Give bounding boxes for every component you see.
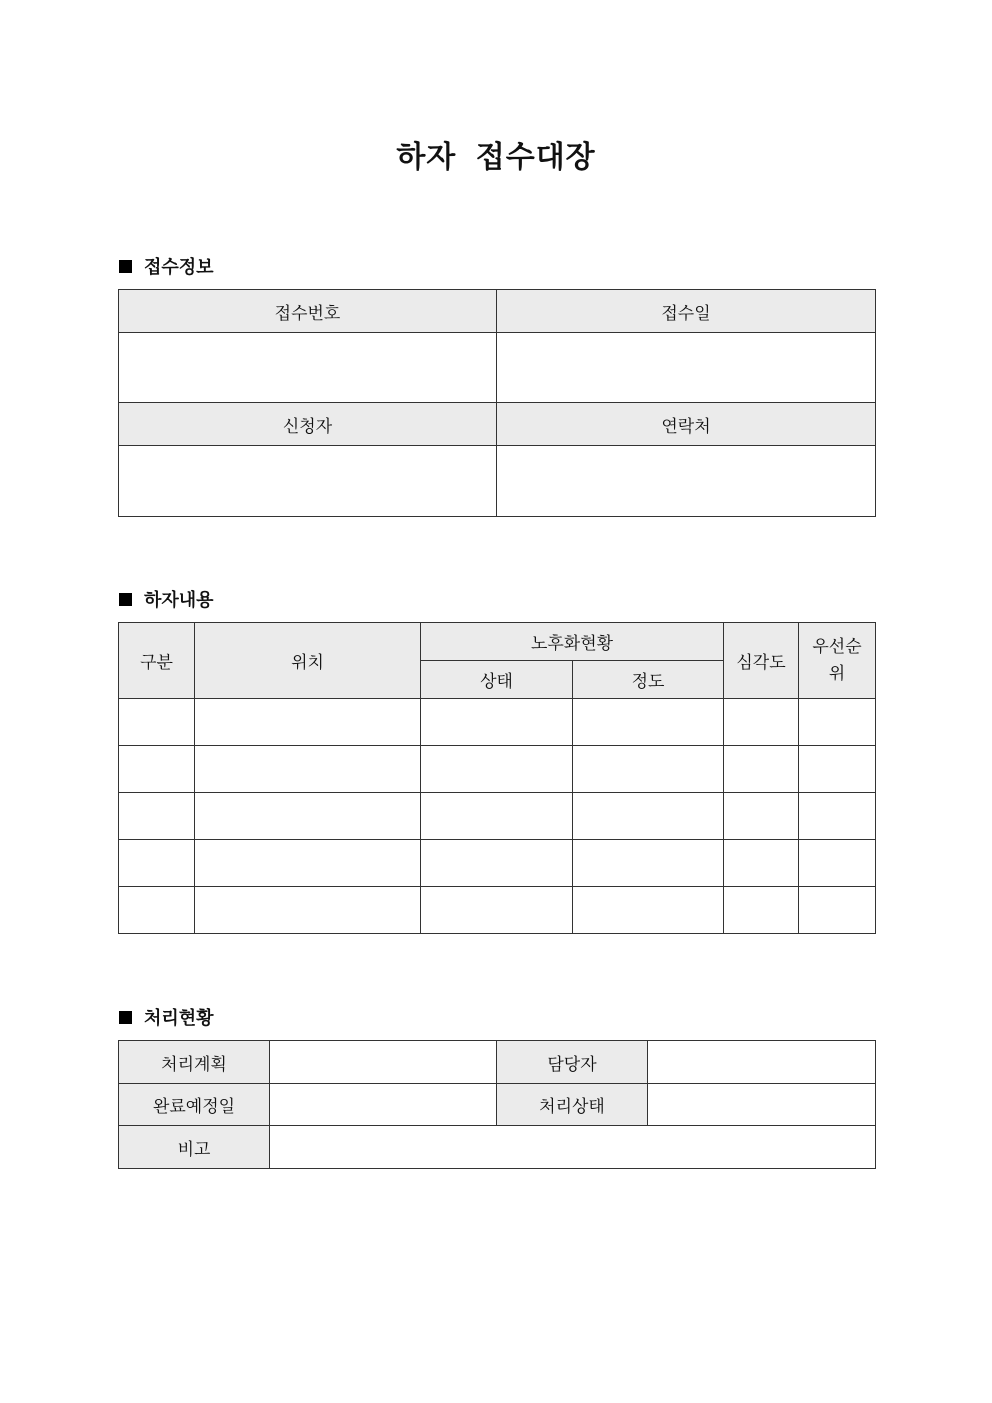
defects-table xyxy=(118,622,876,934)
category-cell[interactable] xyxy=(119,840,195,887)
square-bullet-icon xyxy=(119,260,132,273)
condition-header: 상태 xyxy=(421,661,573,699)
category-cell[interactable] xyxy=(119,746,195,793)
category-header: 구분 xyxy=(119,623,195,699)
status-label: 처리상태 xyxy=(497,1084,648,1126)
plan-label: 처리계획 xyxy=(119,1041,270,1084)
condition-cell[interactable] xyxy=(421,793,573,840)
remarks-label: 비고 xyxy=(119,1126,270,1169)
location-cell[interactable] xyxy=(195,887,421,934)
location-header: 위치 xyxy=(195,623,421,699)
degree-cell[interactable] xyxy=(573,793,724,840)
table-row xyxy=(119,887,876,934)
plan-cell[interactable] xyxy=(270,1041,497,1084)
priority-cell[interactable] xyxy=(799,699,876,746)
priority-cell[interactable] xyxy=(799,887,876,934)
table-row xyxy=(119,699,876,746)
section-heading-defects xyxy=(119,586,214,612)
receipt-no-cell[interactable] xyxy=(119,333,497,403)
table-row xyxy=(119,746,876,793)
reception-table xyxy=(118,289,876,517)
location-cell[interactable] xyxy=(195,699,421,746)
location-cell[interactable] xyxy=(195,840,421,887)
severity-header: 심각도 xyxy=(724,623,799,699)
priority-header: 우선순위 xyxy=(799,623,876,699)
table-row xyxy=(119,840,876,887)
receipt-date-cell[interactable] xyxy=(497,333,876,403)
manager-label: 담당자 xyxy=(497,1041,648,1084)
degree-cell[interactable] xyxy=(573,840,724,887)
degree-cell[interactable] xyxy=(573,887,724,934)
section-heading-processing xyxy=(119,1004,214,1030)
section-label: 접수정보 xyxy=(144,257,214,278)
condition-cell[interactable] xyxy=(421,840,573,887)
condition-cell[interactable] xyxy=(421,699,573,746)
category-cell[interactable] xyxy=(119,699,195,746)
location-cell[interactable] xyxy=(195,746,421,793)
severity-cell[interactable] xyxy=(724,887,799,934)
applicant-header: 신청자 xyxy=(119,403,497,446)
receipt-date-header: 접수일 xyxy=(497,290,876,333)
section-label: 하자내용 xyxy=(144,590,214,611)
page-title: 하자 접수대장 xyxy=(396,140,596,175)
section-label: 처리현황 xyxy=(144,1008,214,1029)
aging-status-header: 노후화현황 xyxy=(421,623,724,661)
degree-cell[interactable] xyxy=(573,699,724,746)
priority-cell[interactable] xyxy=(799,746,876,793)
contact-header: 연락처 xyxy=(497,403,876,446)
severity-cell[interactable] xyxy=(724,793,799,840)
expected-completion-cell[interactable] xyxy=(270,1084,497,1126)
condition-cell[interactable] xyxy=(421,887,573,934)
priority-cell[interactable] xyxy=(799,840,876,887)
condition-cell[interactable] xyxy=(421,746,573,793)
category-cell[interactable] xyxy=(119,793,195,840)
expected-completion-label: 완료예정일 xyxy=(119,1084,270,1126)
priority-cell[interactable] xyxy=(799,793,876,840)
degree-cell[interactable] xyxy=(573,746,724,793)
square-bullet-icon xyxy=(119,1011,132,1024)
manager-cell[interactable] xyxy=(648,1041,876,1084)
applicant-cell[interactable] xyxy=(119,446,497,517)
severity-cell[interactable] xyxy=(724,840,799,887)
remarks-cell[interactable] xyxy=(270,1126,876,1169)
severity-cell[interactable] xyxy=(724,746,799,793)
status-cell[interactable] xyxy=(648,1084,876,1126)
category-cell[interactable] xyxy=(119,887,195,934)
receipt-no-header: 접수번호 xyxy=(119,290,497,333)
location-cell[interactable] xyxy=(195,793,421,840)
section-heading-reception xyxy=(119,253,214,279)
severity-cell[interactable] xyxy=(724,699,799,746)
contact-cell[interactable] xyxy=(497,446,876,517)
table-row xyxy=(119,793,876,840)
degree-header: 정도 xyxy=(573,661,724,699)
square-bullet-icon xyxy=(119,593,132,606)
processing-table xyxy=(118,1040,876,1169)
